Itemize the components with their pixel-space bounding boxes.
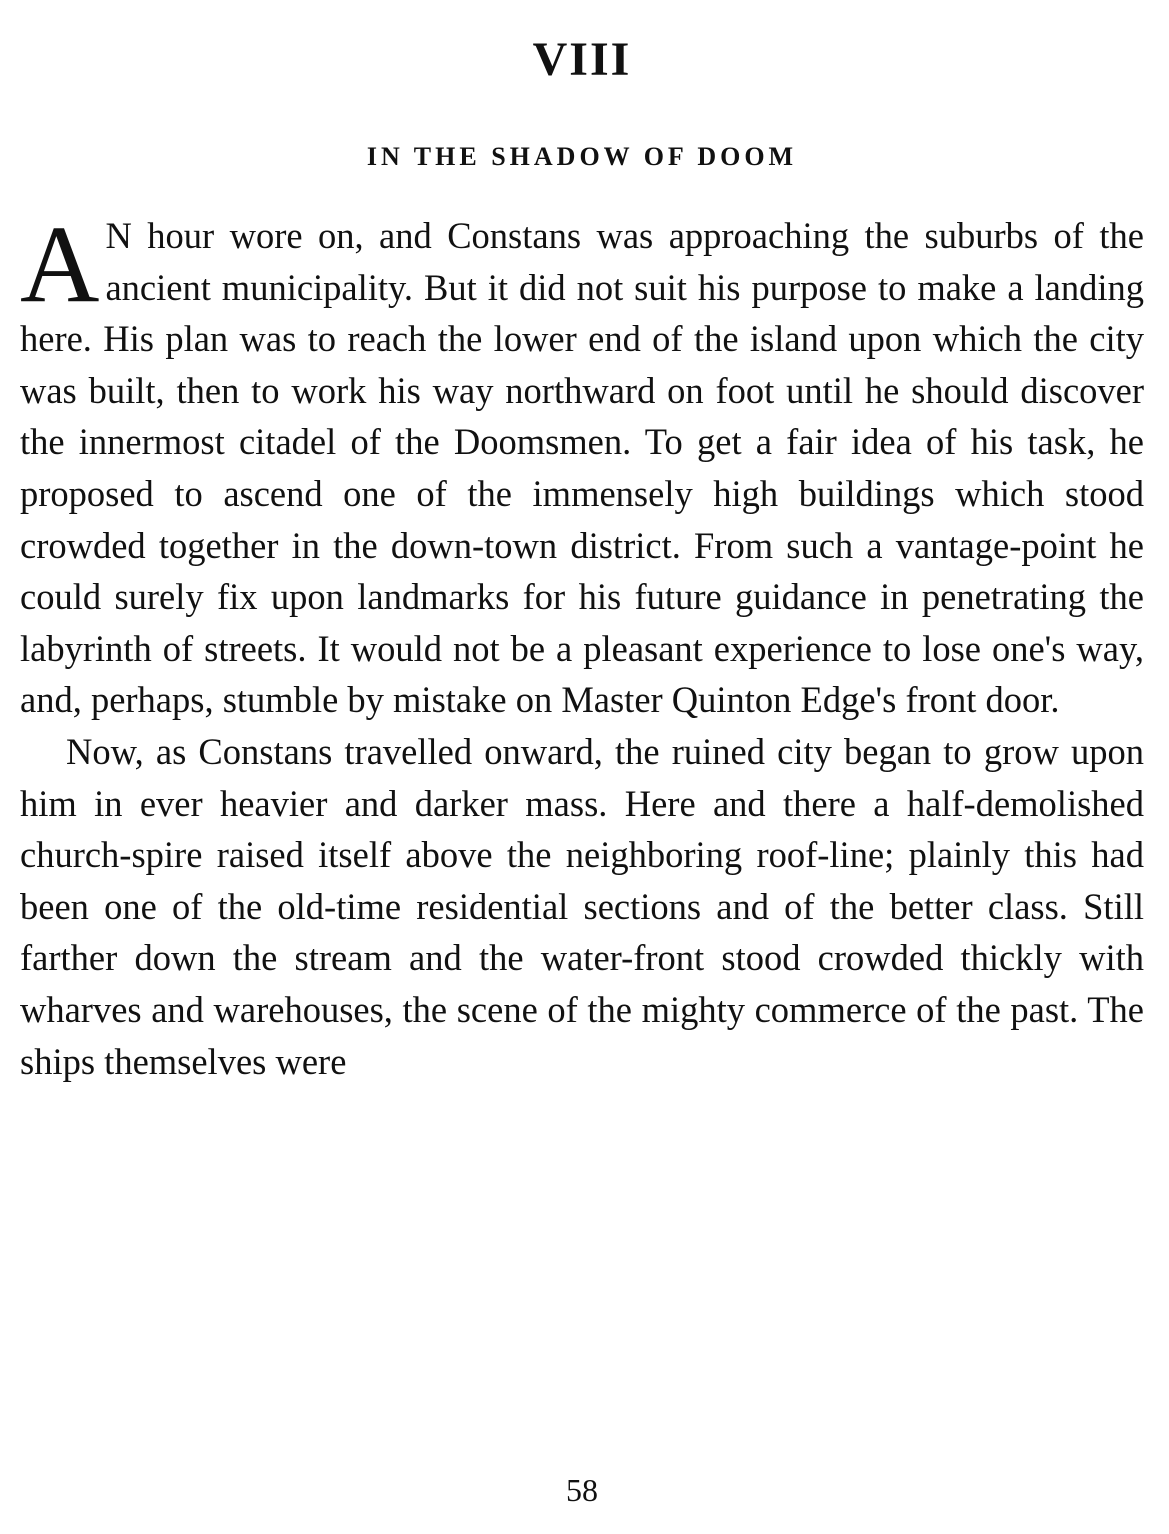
paragraph-1: AN hour wore on, and Constans was approaching the suburbs of the ancient municipality. But it did not suit his purpose to make a landing here. His plan was to reach the lower end of the island upon which the city was built, then to work his way northward on foot until he should discover the innermost citadel of the Doomsmen. To get a fair idea of his task, he proposed to ascend one of the immensely high buildings which stood crowded together in the down-town district. From such a vantage-point he could surely fix upon landmarks for his future guidance in penetrating the labyrinth of streets. It would not be a pleasant experience to lose one's way, and, perhaps, stumble by mistake on Master Quinton Edge's front door.	[20, 203, 1144, 721]
page-number: 58	[566, 1472, 598, 1508]
paragraph-2: Now, as Constans travelled onward, the ruined city began to grow upon him in ever heavier and darker mass. Here and there a half-demolished church-spire raised itself above the neighboring roof-line; plainly this had been one of the old-time residential sections and of the better class. Still farther down the stream and the water-front stood crowded thickly with wharves and warehouses, the scene of the mighty commerce of the past. The ships themselves were	[20, 730, 1144, 1082]
chapter-number: VIII	[532, 33, 632, 86]
chapter-title: IN THE SHADOW OF DOOM	[366, 142, 798, 171]
book-page	[20, 30, 1144, 1520]
